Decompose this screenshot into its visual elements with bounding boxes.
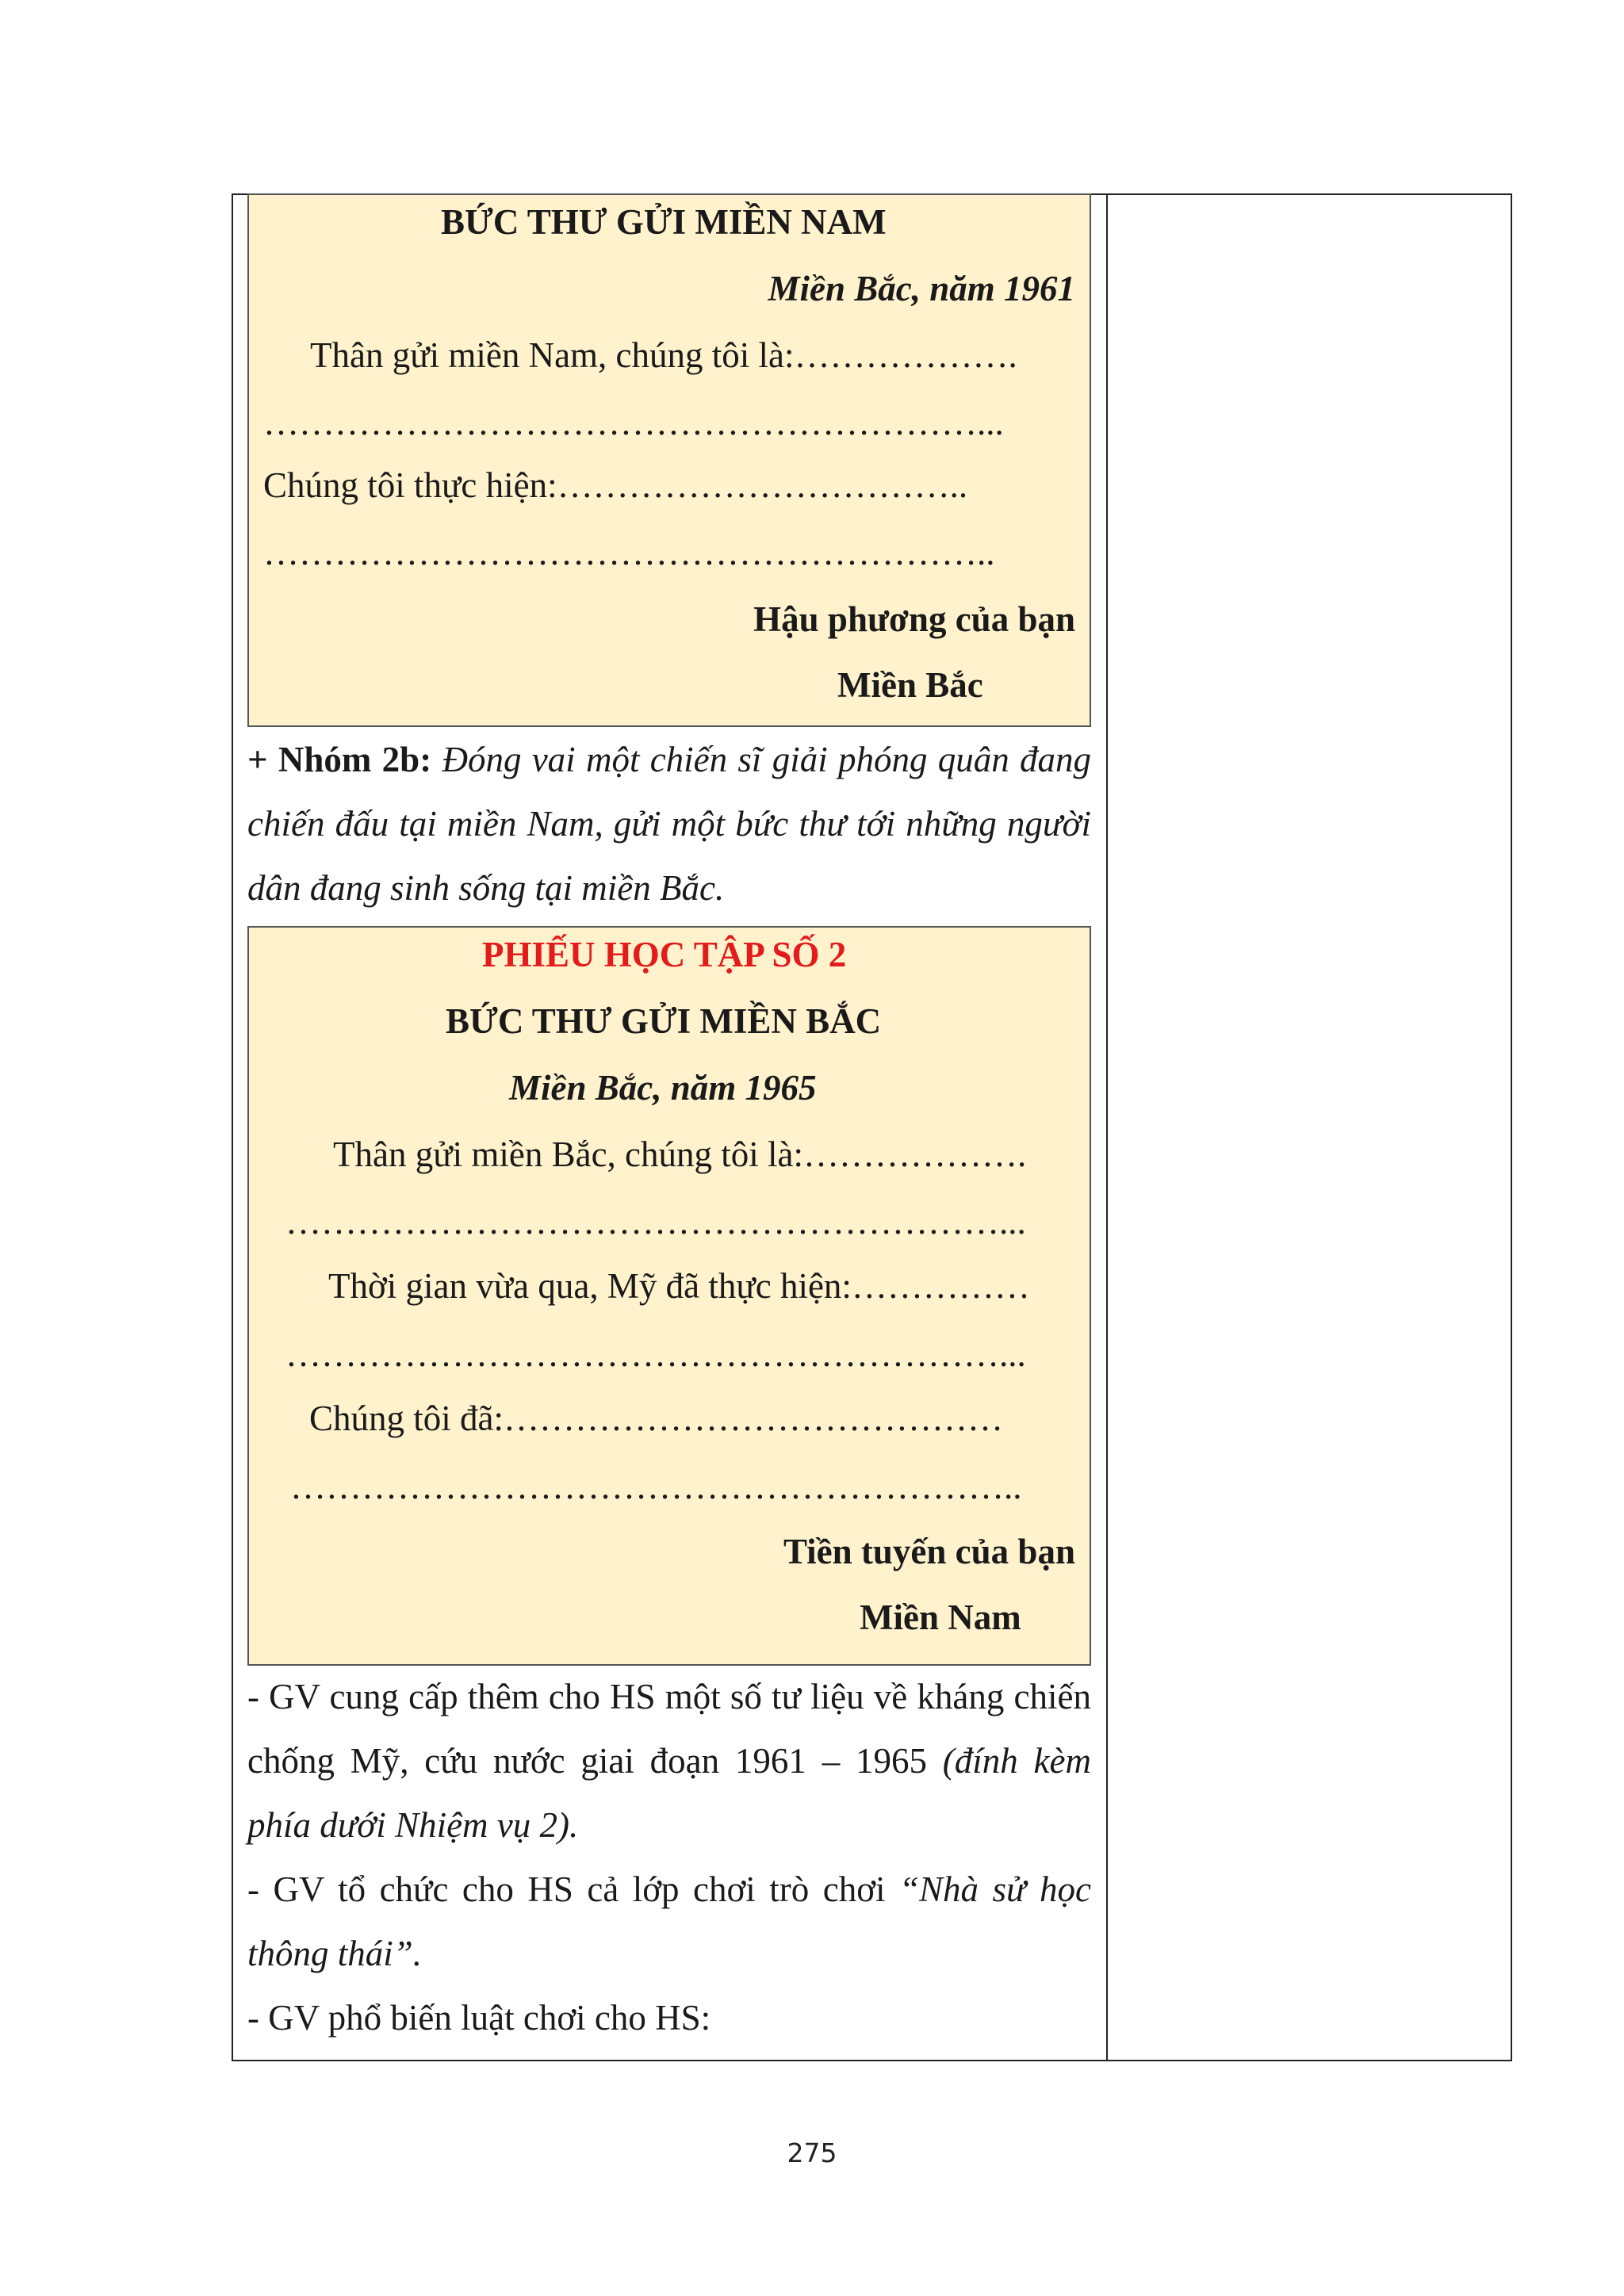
letter2-signature-place: Miền Nam: [860, 1598, 1021, 1637]
letter1-place-date: Miền Bắc, năm 1961: [768, 269, 1075, 308]
note-2-text: - GV tổ chức cho HS cả lớp chơi trò chơi: [247, 1869, 899, 1909]
letter1-dots-2: ……………………………………………………..: [263, 533, 995, 572]
letter1-title: BỨC THƯ GỬI MIỀN NAM: [441, 202, 887, 242]
letter2-dots-1: ……………………………………………………...: [285, 1202, 1026, 1242]
note-1-text: - GV cung cấp thêm cho HS một số tư liệu về kháng chiến chống Mỹ, cứu nước giai đoạn 1961 – 1965: [247, 1677, 1091, 1781]
letter1-action: Chúng tôi thực hiện:……………………………..: [263, 465, 968, 505]
letter2-we-did: Chúng tôi đã:……………………………………: [309, 1399, 1003, 1438]
group-2b-label: + Nhóm 2b:: [247, 740, 432, 779]
group-2b-task: [247, 728, 1091, 920]
letter-box-1: [247, 193, 1091, 727]
group-2b-description: Đóng vai một chiến sĩ giải phóng quân đang chiến đấu tại miền Nam, gửi một bức thư tới những người dân đang sinh sống tại miền Bắc.: [247, 740, 1091, 908]
worksheet-title: PHIẾU HỌC TẬP SỐ 2: [482, 935, 847, 974]
letter2-greeting: Thân gửi miền Bắc, chúng tôi là:……………….: [333, 1135, 1027, 1174]
lesson-table: [232, 193, 1512, 2061]
letter1-signature: Hậu phương của bạn: [753, 599, 1075, 639]
page-number: 275: [787, 2137, 837, 2168]
note-3-text: - GV phổ biến luật chơi cho HS:: [247, 1998, 711, 2038]
letter2-title: BỨC THƯ GỬI MIỀN BẮC: [446, 1001, 882, 1041]
note-2-italic: “Nhà sử học thông thái”.: [247, 1869, 1091, 1973]
letter1-dots-1: ……………………………………………………...: [263, 403, 1004, 442]
column-divider: [1106, 195, 1108, 2060]
teacher-note-3: [247, 1986, 1091, 2050]
activity-column: [233, 195, 1106, 2060]
letter2-dots-3: ……………………………………………………..: [290, 1467, 1022, 1506]
letter-box-2: [247, 926, 1091, 1666]
teacher-note-1: [247, 1665, 1091, 1858]
letter2-signature: Tiền tuyến của bạn: [783, 1532, 1075, 1571]
letter1-signature-place: Miền Bắc: [837, 665, 983, 705]
teacher-note-2: [247, 1858, 1091, 1986]
letter1-greeting: Thân gửi miền Nam, chúng tôi là:……………….: [310, 335, 1017, 375]
letter2-place-date: Miền Bắc, năm 1965: [509, 1068, 817, 1108]
letter2-us-actions: Thời gian vừa qua, Mỹ đã thực hiện:……………: [328, 1266, 1030, 1306]
note-1-italic: (đính kèm phía dưới Nhiệm vụ 2).: [247, 1741, 1091, 1845]
letter2-dots-2: ……………………………………………………...: [285, 1334, 1026, 1374]
